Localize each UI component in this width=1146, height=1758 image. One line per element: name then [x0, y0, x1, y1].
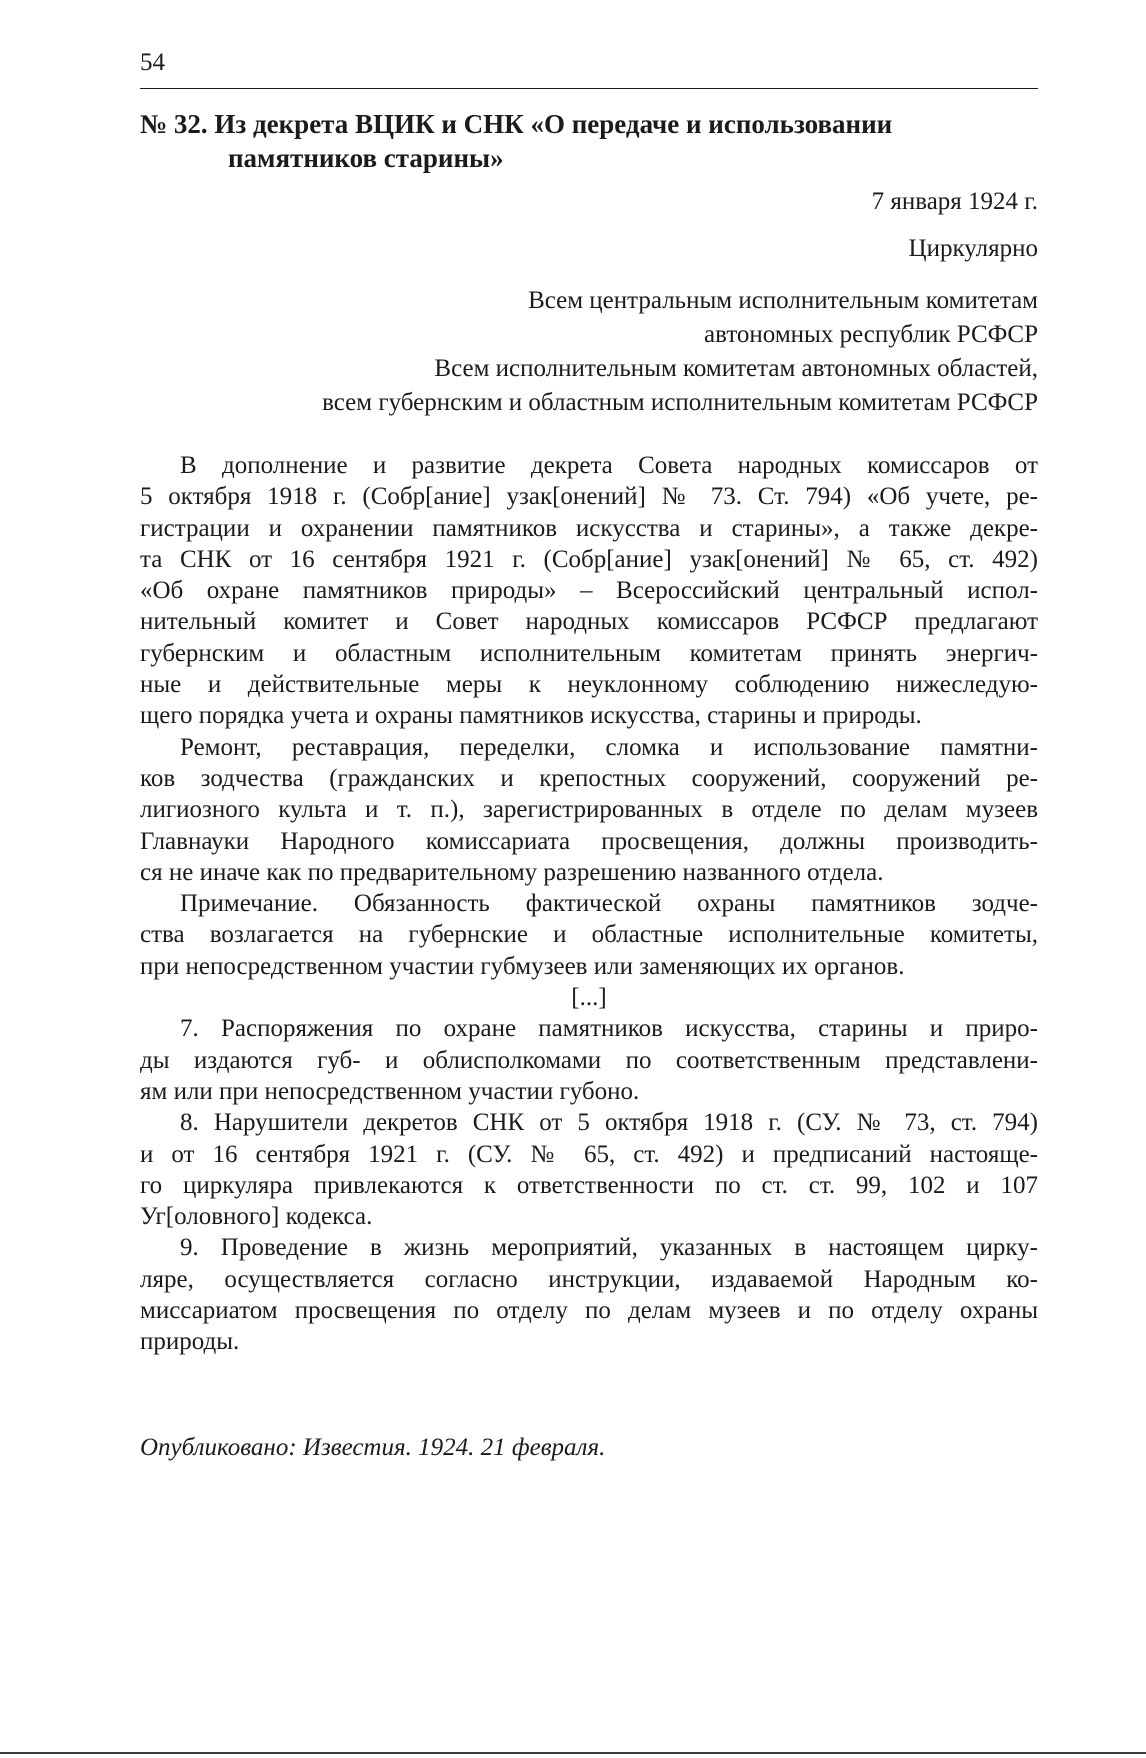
document-date: 7 января 1924 г.: [871, 188, 1038, 215]
text-line: при непосредственном участии губмузеев или заменяющих их органов.: [140, 952, 905, 980]
title-line-2: памятников старины»: [228, 143, 504, 173]
document-type: Циркулярно: [908, 235, 1038, 262]
text-line: «Об охране памятников природы» – Всероссийский центральный испол-: [140, 577, 1038, 605]
text-line: Ремонт, реставрация, переделки, сломка и использование памятни-: [180, 733, 1038, 761]
text-line: ся не иначе как по предварительному разрешению названного отдела.: [140, 858, 884, 886]
text-line: 7. Распоряжения по охране памятников искусства, старины и приро-: [180, 1015, 1038, 1043]
header-rule: [140, 88, 1038, 89]
text-line: ков зодчества (гражданских и крепостных сооружений, сооружений ре-: [140, 764, 1038, 792]
text-line: 9. Проведение в жизнь мероприятий, указанных в настоящем цирку-: [180, 1234, 1038, 1262]
text-line: и от 16 сентября 1921 г. (СУ. № 65, ст. 492) и предписаний настояще-: [140, 1140, 1038, 1168]
addressees: [140, 284, 1038, 420]
text-line: ляре, осуществляется согласно инструкции, издаваемой Народным ко-: [140, 1265, 1038, 1293]
page-number: 54: [140, 49, 165, 76]
body-text: [140, 450, 1038, 1358]
text-line: 5 октября 1918 г. (Собр[ание] узак[онений] № 73. Ст. 794) «Об учете, ре-: [140, 483, 1038, 511]
text-line: В дополнение и развитие декрета Совета народных комиссаров от: [180, 452, 1038, 479]
text-line: ям или при непосредственном участии губоно.: [140, 1077, 640, 1105]
text-line: ства возлагается на губернские и областные исполнительные комитеты,: [140, 921, 1038, 949]
text-line: Главнауки Народного комиссариата просвещения, должны производить-: [140, 827, 1038, 855]
text-line: ды издаются губ- и облисполкомами по соответственным представлени-: [140, 1046, 1038, 1074]
text-line: лигиозного культа и т. п.), зарегистрированных в отделе по делам музеев: [140, 796, 1038, 824]
text-line: щего порядка учета и охраны памятников искусства, старины и природы.: [140, 702, 922, 730]
text-line: Примечание. Обязанность фактической охраны памятников зодче-: [180, 890, 1038, 918]
addressee-line: автономных республик РСФСР: [704, 321, 1038, 348]
text-line: го циркуляра привлекаются к ответственности по ст. ст. 99, 102 и 107: [140, 1171, 1038, 1199]
text-line: миссариатом просвещения по отделу по делам музеев и по отделу охраны: [140, 1297, 1038, 1325]
text-line: гистрации и охранении памятников искусства и старины», а также декре-: [140, 514, 1038, 542]
footer-rule: [0, 1752, 1146, 1754]
text-line: та СНК от 16 сентября 1921 г. (Собр[ание] узак[онений] № 65, ст. 492): [140, 545, 1038, 573]
text-line: губернским и областным исполнительным комитетам принять энергич-: [140, 639, 1038, 667]
document-title: [140, 107, 1038, 175]
addressee-line: всем губернским и областным исполнительным комитетам РСФСР: [322, 389, 1038, 416]
text-line: ные и действительные меры к неуклонному соблюдению нижеследую-: [140, 671, 1038, 699]
text-line: природы.: [140, 1328, 240, 1356]
text-line: нительный комитет и Совет народных комиссаров РСФСР предлагают: [140, 608, 1038, 636]
source-note: Опубликовано: Известия. 1924. 21 февраля.: [140, 1434, 606, 1461]
addressee-line: Всем центральным исполнительным комитетам: [528, 287, 1038, 314]
text-line: 8. Нарушители декретов СНК от 5 октября 1918 г. (СУ. № 73, ст. 794): [180, 1109, 1038, 1137]
omission-mark: [...]: [571, 984, 607, 1012]
title-line-1: № 32. Из декрета ВЦИК и СНК «О передаче и использовании: [140, 109, 893, 139]
text-line: Уг[оловного] кодекса.: [140, 1203, 373, 1231]
addressee-line: Всем исполнительным комитетам автономных областей,: [434, 355, 1038, 382]
